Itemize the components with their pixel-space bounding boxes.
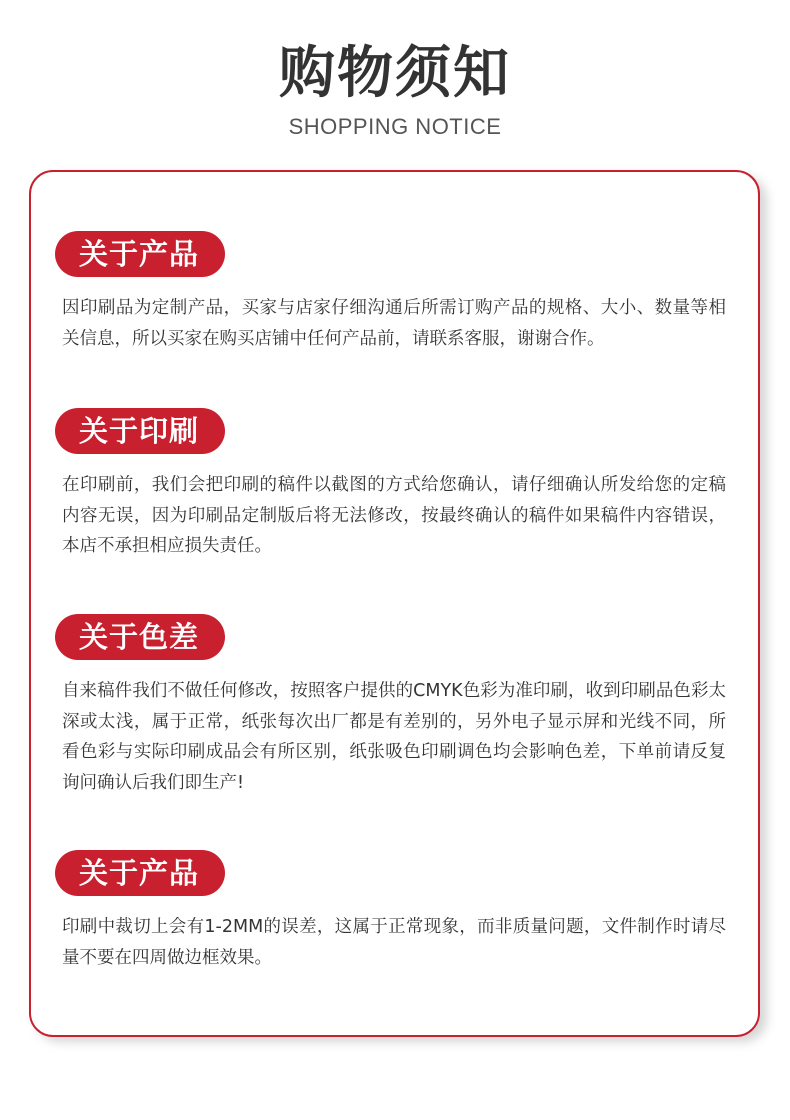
section-about-product [55, 231, 735, 354]
section-body-text: 在印刷前，我们会把印刷的稿件以截图的方式给您确认，请仔细确认所发给您的定稿内容无误，因为印刷品定制版后将无法修改，按最终确认的稿件如果稿件内容错误，本店不承担相应损失责任。 [62, 475, 726, 556]
page-subtitle: SHOPPING NOTICE [288, 114, 502, 139]
section-about-printing [55, 408, 735, 562]
section-body-text: 因印刷品为定制产品，买家与店家仔细沟通后所需订购产品的规格、大小、数量等相关信息，所以买家在购买店铺中任何产品前，请联系客服，谢谢合作。 [62, 298, 726, 349]
section-body-text: 自来稿件我们不做任何修改，按照客户提供的CMYK色彩为准印刷，收到印刷品色彩太深或太浅，属于正常，纸张每次出厂都是有差别的，另外电子显示屏和光线不同，所看色彩与实际印刷成品会有所区别，纸张吸色印刷调色均会影响色差，下单前请反复询问确认后我们即生产! [62, 681, 726, 793]
section-body-text: 印刷中裁切上会有1-2MM的误差，这属于正常现象，而非质量问题，文件制作时请尽量不要在四周做边框效果。 [62, 917, 726, 968]
section-about-color-difference [55, 614, 735, 798]
section-heading-badge: 关于色差 [55, 614, 225, 660]
section-heading-badge: 关于印刷 [55, 408, 225, 454]
section-heading-badge: 关于产品 [55, 231, 225, 277]
page-title: 购物须知 [279, 41, 511, 106]
section-heading-badge: 关于产品 [55, 850, 225, 896]
section-about-product-tolerance [55, 850, 735, 973]
